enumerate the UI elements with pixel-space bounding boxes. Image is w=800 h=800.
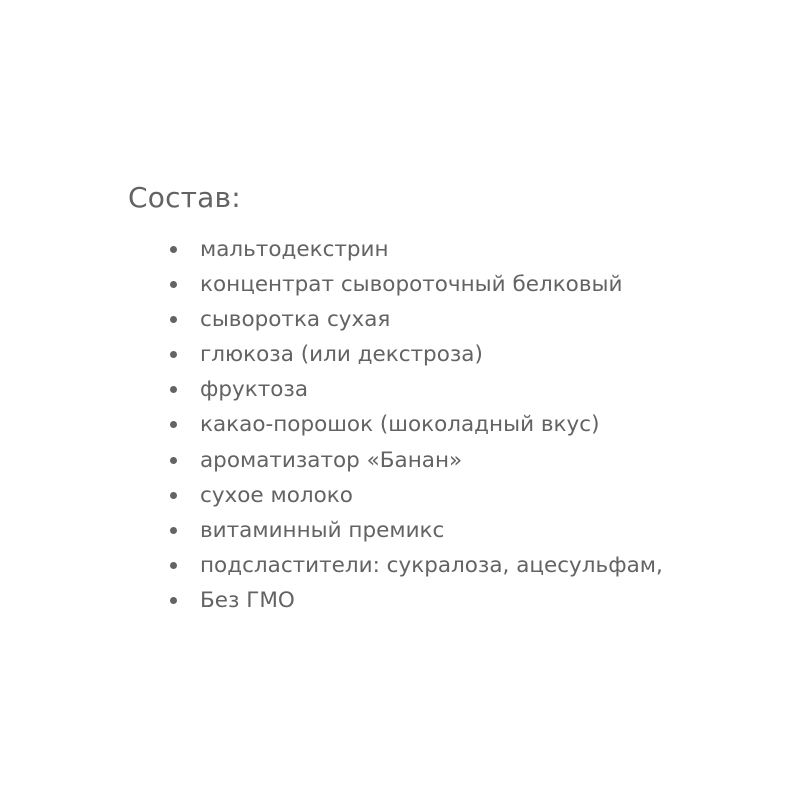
composition-section: [128, 178, 768, 618]
ingredient-label: ароматизатор «Банан»: [200, 447, 463, 473]
ingredient-item: [170, 302, 768, 337]
ingredient-label: сухое молоко: [200, 482, 353, 508]
ingredient-item: [170, 232, 768, 267]
ingredient-label: сыворотка сухая: [200, 307, 391, 333]
bullet-icon: [170, 246, 177, 253]
ingredient-item: [170, 337, 768, 372]
bullet-icon: [170, 492, 177, 499]
ingredient-label: глюкоза (или декстроза): [200, 342, 483, 368]
ingredient-item: [170, 372, 768, 407]
bullet-icon: [170, 562, 177, 569]
bullet-icon: [170, 597, 177, 604]
ingredient-label: витаминный премикс: [200, 517, 445, 543]
ingredient-item: [170, 583, 768, 618]
ingredient-label: какао-порошок (шоколадный вкус): [200, 412, 600, 438]
ingredient-label: мальтодекстрин: [200, 237, 389, 262]
composition-heading: Состав:: [128, 181, 241, 214]
ingredient-item: [170, 407, 768, 442]
ingredient-item: [170, 478, 768, 513]
bullet-icon: [170, 351, 177, 358]
ingredient-item: [170, 443, 768, 478]
bullet-icon: [170, 386, 177, 393]
ingredient-item: [170, 548, 768, 583]
bullet-icon: [170, 527, 177, 534]
ingredient-label: фруктоза: [200, 377, 309, 403]
bullet-icon: [170, 281, 177, 288]
bullet-icon: [170, 421, 177, 428]
ingredient-label: подсластители: сукралоза, ацесульфам,: [200, 552, 663, 578]
ingredient-list: [128, 232, 768, 618]
ingredient-item: [170, 513, 768, 548]
ingredient-item: [170, 267, 768, 302]
bullet-icon: [170, 316, 177, 323]
ingredient-label: концентрат сывороточный белковый: [200, 272, 623, 298]
ingredient-label: Без ГМО: [200, 587, 295, 613]
bullet-icon: [170, 457, 177, 464]
